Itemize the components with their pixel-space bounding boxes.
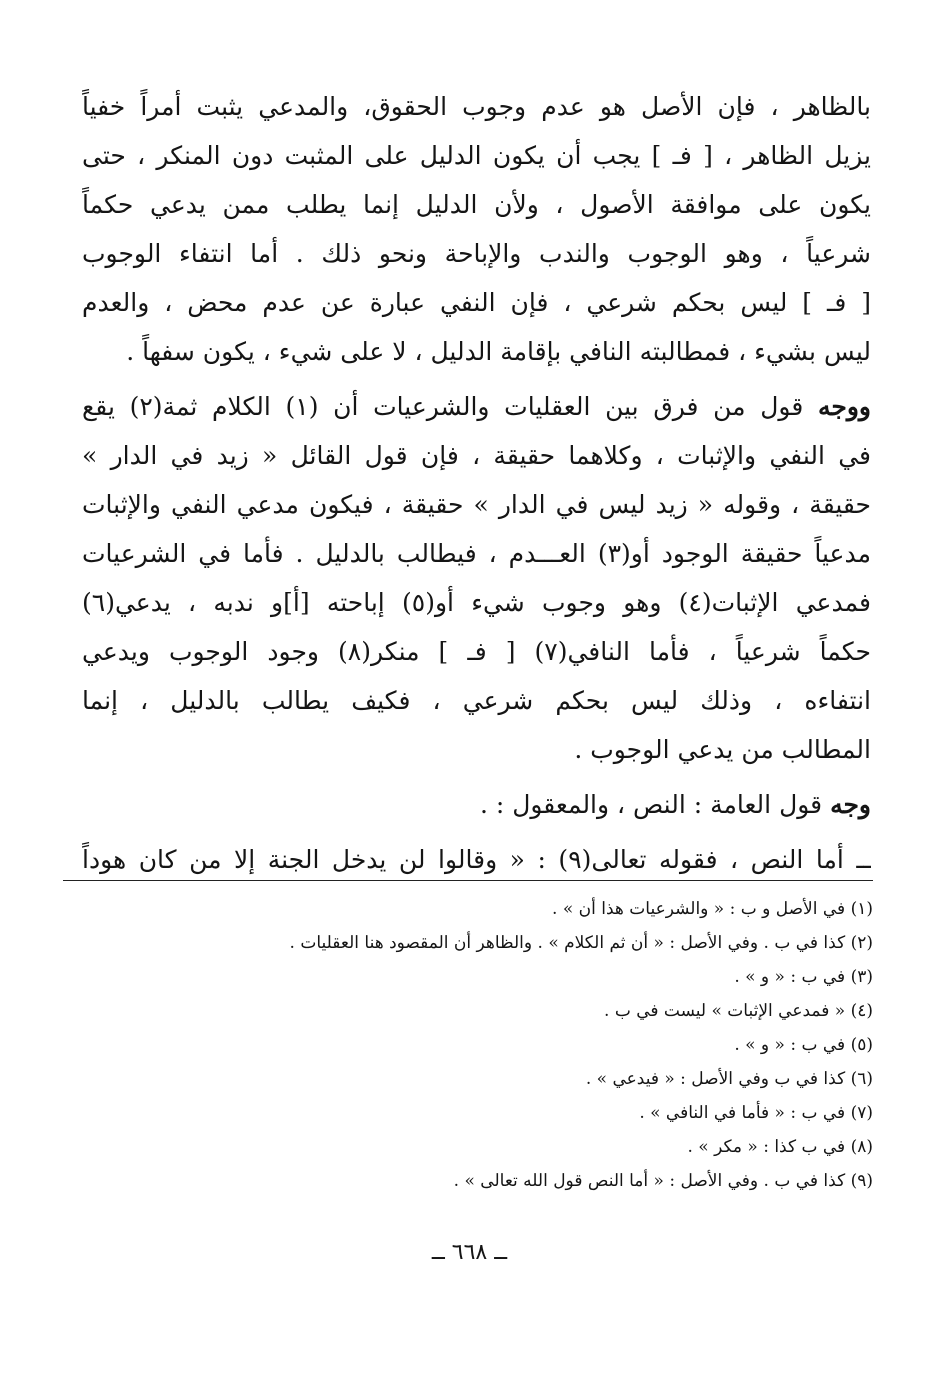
footnote: (٧) في ب : « فأما في النافي » . bbox=[639, 1103, 873, 1123]
text-run: قول من فرق بين العقليات والشرعيات أن (١) الكلام ثمة(٢) يقع bbox=[82, 392, 818, 421]
text-line bbox=[82, 780, 871, 829]
paragraph-3 bbox=[82, 780, 871, 829]
text-line: حكماً شرعياً ، فأما النافي(٧) [ فـ ] منكر(٨) وجود الوجوب ويدعي bbox=[82, 637, 871, 666]
text-line: فمدعي الإثبات(٤) وهو وجوب شيء أو(٥) إباحته [أ]و ندبه ، يدعي(٦) bbox=[82, 588, 871, 617]
footnote: (٢) كذا في ب . وفي الأصل : « أن ثم الكلام » . والظاهر أن المقصود هنا العقليات . bbox=[289, 933, 873, 953]
text-line: شرعياً ، وهو الوجوب والندب والإباحة ونحو ذلك . أما انتفاء الوجوب bbox=[82, 239, 871, 268]
paragraph-2 bbox=[82, 382, 871, 774]
footnote: (٦) كذا في ب وفي الأصل : « فيدعي » . bbox=[585, 1069, 873, 1089]
paragraph-1 bbox=[82, 82, 871, 376]
main-text bbox=[82, 82, 871, 884]
text-line: [ فـ ] ليس بحكم شرعي ، فإن النفي عبارة عن عدم محض ، والعدم bbox=[82, 288, 871, 317]
text-line: المطالب من يدعي الوجوب . bbox=[574, 735, 871, 764]
text-line: بالظاهر ، فإن الأصل هو عدم وجوب الحقوق، والمدعي يثبت أمراً خفياً bbox=[82, 92, 871, 121]
footnotes bbox=[120, 892, 873, 1198]
footnote-divider bbox=[63, 880, 873, 881]
section-lead: وجه bbox=[830, 790, 871, 819]
text-line: انتفاءه ، وذلك ليس بحكم شرعي ، فكيف يطالب بالدليل ، إنما bbox=[82, 686, 871, 715]
text-run: قول العامة : النص ، والمعقول : . bbox=[479, 790, 831, 819]
text-line: ليس بشيء ، فمطالبته النافي بإقامة الدليل ، لا على شيء ، يكون سفهاً . bbox=[126, 337, 871, 366]
footnote: (٥) في ب : « و » . bbox=[734, 1035, 873, 1055]
text-line: يزيل الظاهر ، [ فـ ] يجب أن يكون الدليل على المثبت دون المنكر ، حتى bbox=[82, 141, 871, 170]
footnote: (٨) في ب كذا : « مكر » . bbox=[687, 1137, 873, 1157]
text-line: في النفي والإثبات ، وكلاهما حقيقة ، فإن قول القائل « زيد في الدار » bbox=[82, 441, 871, 470]
footnote: (١) في الأصل و ب : « والشرعيات هذا أن » . bbox=[552, 899, 873, 919]
text-line: مدعياً حقيقة الوجود أو(٣) العـــدم ، فيطالب بالدليل . فأما في الشرعيات bbox=[82, 539, 871, 568]
text-line: يكون على موافقة الأصول ، ولأن الدليل إنما يطلب ممن يدعي حكماً bbox=[82, 190, 871, 219]
text-line bbox=[82, 382, 871, 431]
page-number: ــ ٦٦٨ ــ bbox=[431, 1240, 508, 1265]
paragraph-4 bbox=[82, 835, 871, 884]
section-lead: ووجه bbox=[817, 392, 871, 421]
footnote: (٣) في ب : « و » . bbox=[734, 967, 873, 987]
text-line: ــ أما النص ، فقوله تعالى(٩) : « وقالوا لن يدخل الجنة إلا من كان هوداً bbox=[82, 845, 871, 874]
footnote: (٤) « فمدعي الإثبات » ليست في ب . bbox=[604, 1001, 873, 1021]
text-line: حقيقة ، وقوله « زيد ليس في الدار » حقيقة ، فيكون مدعي النفي والإثبات bbox=[82, 490, 871, 519]
footnote: (٩) كذا في ب . وفي الأصل : « أما النص قول الله تعالى » . bbox=[453, 1171, 873, 1191]
